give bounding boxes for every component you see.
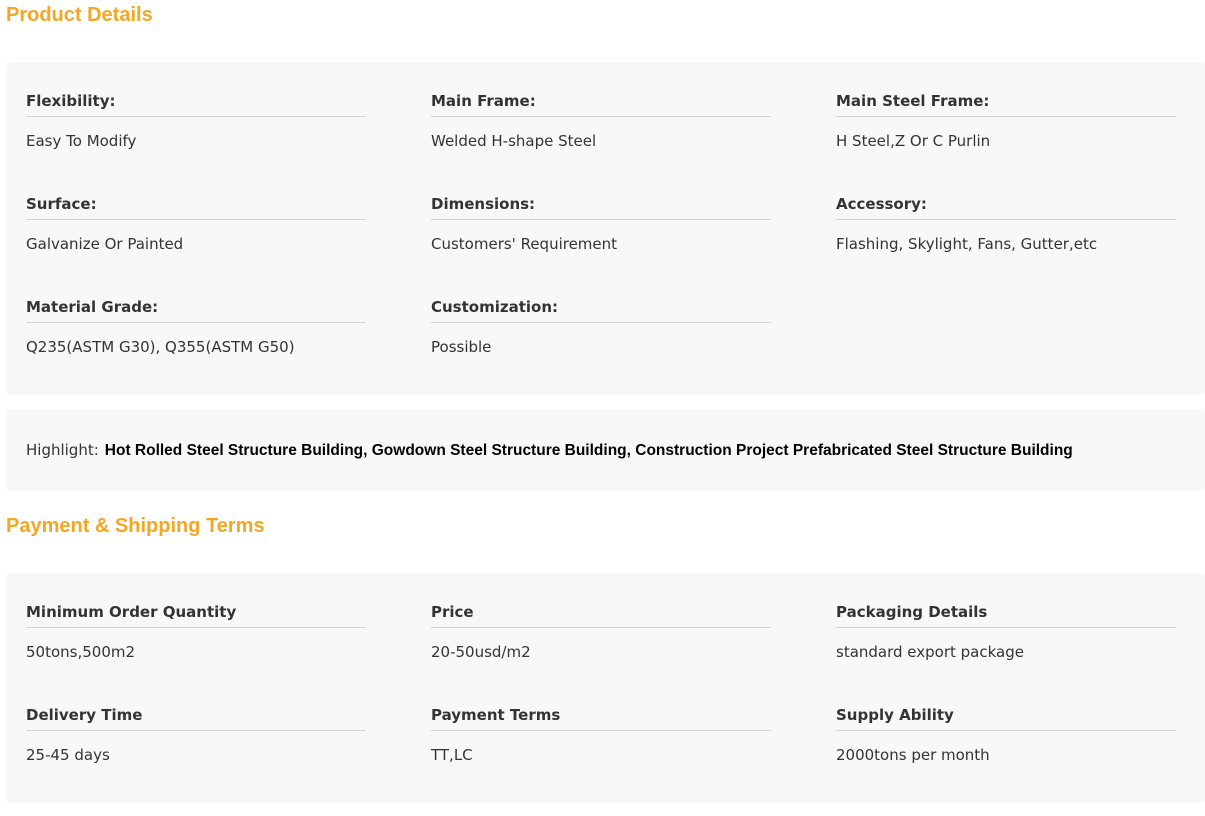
term-item-payment-terms bbox=[431, 704, 771, 788]
term-value: 2000tons per month bbox=[836, 746, 990, 764]
term-label: Packaging Details bbox=[836, 601, 1176, 628]
term-label: Payment Terms bbox=[431, 704, 771, 731]
detail-value: Galvanize Or Painted bbox=[26, 235, 184, 253]
detail-item-dimensions bbox=[431, 193, 771, 277]
highlight-label: Highlight: bbox=[26, 441, 99, 459]
detail-item-main-steel-frame bbox=[836, 90, 1176, 174]
detail-item-material-grade bbox=[26, 296, 366, 380]
highlight-value: Hot Rolled Steel Structure Building, Gowdown Steel Structure Building, Construction Project Prefabricated Steel Structure Building bbox=[104, 442, 1073, 459]
term-item-supply-ability bbox=[836, 704, 1176, 788]
detail-value: Easy To Modify bbox=[26, 132, 137, 150]
detail-item-flexibility bbox=[26, 90, 366, 174]
detail-label: Accessory: bbox=[836, 193, 1176, 220]
detail-item-main-frame bbox=[431, 90, 771, 174]
detail-value: H Steel,Z Or C Purlin bbox=[836, 132, 991, 150]
detail-value: Q235(ASTM G30), Q355(ASTM G50) bbox=[26, 338, 295, 356]
term-value: 25-45 days bbox=[26, 746, 110, 764]
detail-value: Welded H-shape Steel bbox=[431, 132, 597, 150]
detail-item-accessory bbox=[836, 193, 1176, 277]
payment-shipping-panel bbox=[6, 573, 1205, 803]
product-details-grid bbox=[26, 90, 1176, 380]
term-label: Minimum Order Quantity bbox=[26, 601, 366, 628]
detail-label: Main Steel Frame: bbox=[836, 90, 1176, 117]
highlight-row bbox=[26, 439, 1073, 462]
term-item-minimum-order-quantity bbox=[26, 601, 366, 685]
term-value: standard export package bbox=[836, 643, 1024, 661]
product-details-title: Product Details bbox=[6, 4, 153, 26]
detail-label: Flexibility: bbox=[26, 90, 366, 117]
detail-label: Main Frame: bbox=[431, 90, 771, 117]
highlight-panel bbox=[6, 410, 1205, 491]
detail-value: Flashing, Skylight, Fans, Gutter,etc bbox=[836, 235, 1098, 253]
term-label: Supply Ability bbox=[836, 704, 1176, 731]
detail-item-surface bbox=[26, 193, 366, 277]
detail-label: Surface: bbox=[26, 193, 366, 220]
term-value: TT,LC bbox=[431, 746, 473, 764]
term-value: 50tons,500m2 bbox=[26, 643, 136, 661]
payment-shipping-grid bbox=[26, 601, 1176, 788]
term-item-delivery-time bbox=[26, 704, 366, 788]
term-label: Delivery Time bbox=[26, 704, 366, 731]
detail-label: Material Grade: bbox=[26, 296, 366, 323]
term-value: 20-50usd/m2 bbox=[431, 643, 531, 661]
detail-value: Possible bbox=[431, 338, 492, 356]
detail-label: Dimensions: bbox=[431, 193, 771, 220]
term-label: Price bbox=[431, 601, 771, 628]
term-item-packaging-details bbox=[836, 601, 1176, 685]
detail-value: Customers' Requirement bbox=[431, 235, 618, 253]
term-item-price bbox=[431, 601, 771, 685]
detail-item-customization bbox=[431, 296, 771, 380]
payment-shipping-title: Payment & Shipping Terms bbox=[6, 515, 265, 537]
detail-label: Customization: bbox=[431, 296, 771, 323]
product-details-panel bbox=[6, 62, 1205, 395]
